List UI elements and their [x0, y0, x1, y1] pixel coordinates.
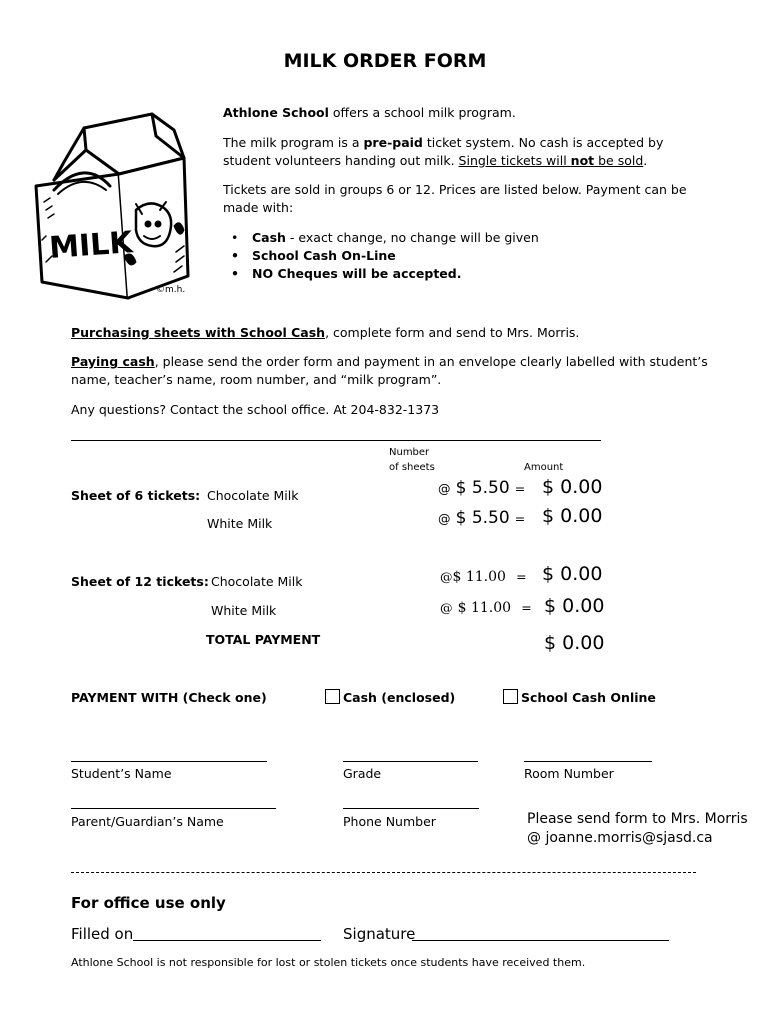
equals-sign: =	[514, 481, 526, 496]
paying-rest: , please send the order form and payment in an envelope clearly labelled with student’s name, teacher’s name, room number, and “milk program”.	[71, 354, 708, 387]
questions-contact: Any questions? Contact the school office. At 204-832-1373	[71, 402, 440, 417]
send-form-line-1: Please send form to Mrs. Morris	[527, 811, 748, 827]
six-white-price	[438, 508, 525, 528]
twelve-white-amount[interactable]: $ 0.00	[544, 595, 605, 617]
p2-end: .	[643, 153, 648, 168]
at-sign: @	[438, 481, 451, 496]
total-payment-label: TOTAL PAYMENT	[206, 632, 321, 647]
cash-checkbox[interactable]	[325, 689, 340, 704]
price-value: $ 5.50	[455, 508, 510, 528]
six-chocolate-amount[interactable]: $ 0.00	[542, 476, 603, 498]
twelve-chocolate-label: Chocolate Milk	[211, 574, 303, 589]
grade-line[interactable]	[343, 761, 478, 762]
not-text: not	[570, 153, 595, 168]
six-chocolate-label: Chocolate Milk	[207, 488, 299, 503]
prepaid-text: pre-paid	[363, 135, 423, 150]
equals-sign: =	[514, 511, 526, 526]
at-sign: @	[438, 511, 451, 526]
cash-option[interactable]	[325, 689, 455, 707]
purchasing-label: Purchasing sheets with School Cash	[71, 325, 326, 340]
intro-paragraph-3: Tickets are sold in groups 6 or 12. Prices are listed below. Payment can be made with:	[223, 182, 687, 215]
phone-number-label: Phone Number	[343, 814, 436, 829]
six-ticket-label: Sheet of 6 tickets:	[71, 488, 201, 503]
phone-number-line[interactable]	[343, 808, 479, 809]
p2-underline-b: be sold	[594, 153, 644, 168]
parent-name-line[interactable]	[71, 808, 276, 809]
bullet-cheques: • NO Cheques will be accepted.	[223, 265, 539, 283]
payment-with-label: PAYMENT WITH (Check one)	[71, 690, 267, 705]
disclaimer: Athlone School is not responsible for lost or stolen tickets once students have received them.	[71, 956, 586, 969]
offers-text: offers a school milk program.	[328, 105, 516, 120]
p2-underline-a: Single tickets will	[458, 153, 571, 168]
cash-bold: Cash	[252, 230, 286, 245]
p2-text-a: The milk program is a	[223, 135, 364, 150]
grade-label: Grade	[343, 766, 382, 781]
milk-word: MILK	[48, 225, 134, 266]
bullet-online: • School Cash On-Line	[223, 247, 539, 265]
online-option[interactable]	[503, 689, 656, 707]
number-header-1: Number	[389, 447, 430, 458]
at-sign: @	[440, 569, 453, 584]
filled-on-line[interactable]	[133, 940, 321, 941]
six-chocolate-price	[438, 478, 525, 498]
twelve-chocolate-price	[440, 566, 527, 585]
send-form-note	[527, 810, 748, 848]
divider-line	[71, 440, 601, 441]
twelve-ticket-label: Sheet of 12 tickets:	[71, 574, 209, 589]
purchasing-instructions	[71, 324, 579, 342]
six-white-amount[interactable]: $ 0.00	[542, 505, 603, 527]
online-option-label: School Cash Online	[521, 690, 656, 705]
signature-line[interactable]	[412, 940, 669, 941]
twelve-white-label: White Milk	[211, 603, 277, 618]
signature-label: Signature	[343, 925, 416, 943]
number-header-2: of sheets	[389, 462, 435, 473]
price-value: $ 11.00	[457, 600, 512, 616]
single-tickets-notice	[459, 153, 644, 168]
intro-line-1	[223, 104, 516, 122]
bullet-cash	[223, 229, 539, 247]
total-payment-amount[interactable]: $ 0.00	[544, 632, 605, 654]
office-divider	[71, 872, 696, 873]
equals-sign: =	[521, 600, 532, 615]
cash-rest: - exact change, no change will be given	[285, 230, 539, 245]
amount-header: Amount	[524, 462, 564, 473]
cash-option-label: Cash (enclosed)	[343, 690, 456, 705]
twelve-chocolate-amount[interactable]: $ 0.00	[542, 563, 603, 585]
room-number-label: Room Number	[524, 766, 614, 781]
parent-name-label: Parent/Guardian’s Name	[71, 814, 224, 829]
room-number-line[interactable]	[524, 761, 652, 762]
send-form-email: @ joanne.morris@sjasd.ca	[527, 830, 713, 846]
price-value: $ 5.50	[455, 478, 510, 498]
p2-text-b: ticket system. No cash is accepted by student volunteers handing out milk.	[223, 135, 664, 168]
milk-carton-image	[24, 106, 204, 306]
filled-on-label: Filled on	[71, 925, 134, 943]
artist-mark: ©m.h.	[156, 285, 186, 295]
six-white-label: White Milk	[207, 516, 273, 531]
purchasing-rest: , complete form and send to Mrs. Morris.	[325, 325, 580, 340]
at-sign: @	[440, 600, 453, 615]
school-name: Athlone School	[223, 105, 329, 120]
online-checkbox[interactable]	[503, 689, 518, 704]
office-use-heading: For office use only	[71, 894, 226, 912]
student-name-label: Student’s Name	[71, 766, 172, 781]
page-title: MILK ORDER FORM	[283, 50, 487, 72]
paying-label: Paying cash	[71, 354, 155, 369]
intro-paragraph-2	[223, 134, 693, 170]
paying-cash-instructions	[71, 353, 711, 389]
twelve-white-price	[440, 597, 532, 616]
price-value: $ 11.00	[452, 569, 506, 585]
payment-methods-list	[223, 229, 539, 283]
equals-sign: =	[516, 569, 527, 584]
student-name-line[interactable]	[71, 761, 267, 762]
